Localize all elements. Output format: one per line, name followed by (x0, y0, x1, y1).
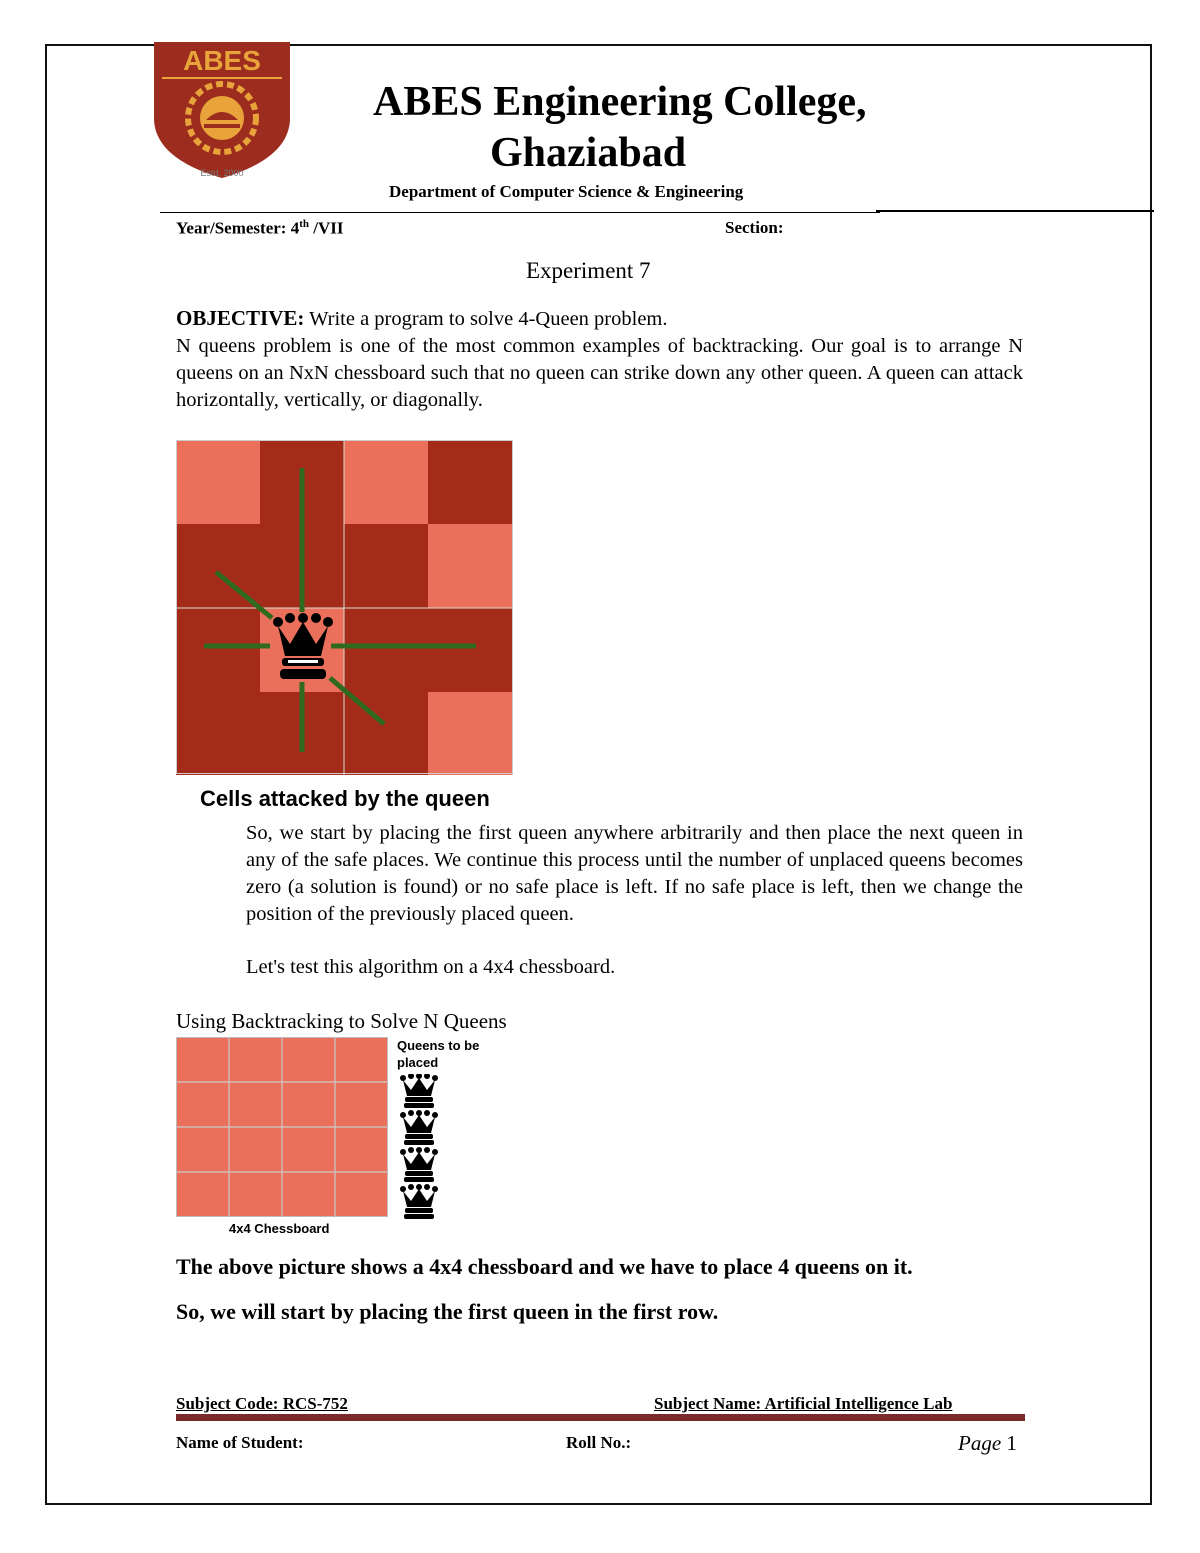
header-rule-left (160, 212, 880, 213)
safe-cell (176, 440, 261, 525)
algorithm-paragraph: So, we start by placing the first queen anywhere arbitrarily and then place the next queen in any of the safe places. We continue this process until the number of unplaced queens becomes zero (a solution is found) or no safe place is left. If no safe place is left, then we change the position of the previously placed queen. (246, 822, 1023, 925)
section-label: Section: (725, 218, 784, 237)
subject-code: Subject Code: RCS-752 (176, 1394, 348, 1413)
attacked-cell (344, 608, 429, 693)
logo-estd: Estd. 2000 (200, 168, 244, 178)
test-sentence: Let's test this algorithm on a 4x4 chessboard. (246, 956, 616, 978)
empty-chessboard (176, 1037, 388, 1217)
queen-icon (400, 1110, 438, 1145)
safe-cell (344, 440, 429, 525)
page-number-value: 1 (1006, 1431, 1017, 1455)
college-name-line2: Ghaziabad (490, 130, 687, 176)
year-semester (176, 218, 343, 239)
figure1-caption: Cells attacked by the queen (200, 786, 490, 811)
queen-icon (400, 1074, 438, 1108)
queen-icon (400, 1184, 438, 1219)
roll-no-label: Roll No.: (566, 1433, 632, 1452)
intro-paragraph: N queens problem is one of the most common examples of backtracking. Our goal is to arrange N queens on an NxN chessboard such that no queen can strike down any other queen. A queen can attack horizontally, vertically, or diagonally. (176, 335, 1023, 411)
attacked-cell (344, 692, 429, 775)
student-name-label: Name of Student: (176, 1433, 304, 1452)
year-number: 4 (290, 218, 300, 238)
statement-1: The above picture shows a 4x4 chessboard and we have to place 4 queens on it. (176, 1254, 913, 1279)
year-label: Year/Semester: (176, 218, 287, 238)
chessboard-label: 4x4 Chessboard (229, 1221, 330, 1236)
attack-board-cells (176, 440, 513, 775)
objective-label: OBJECTIVE: (176, 306, 305, 330)
header-rule-right (876, 210, 1154, 212)
subject-name: Subject Name: Artificial Intelligence Lab (654, 1394, 953, 1413)
college-logo (152, 40, 292, 180)
attacked-cell (176, 692, 261, 775)
objective-text: Write a program to solve 4-Queen problem. (304, 308, 668, 330)
queens-stack (399, 1074, 439, 1222)
queen-attack-figure (176, 440, 514, 775)
logo-wordmark: ABES (183, 45, 261, 76)
safe-cell (428, 524, 513, 609)
attacked-cell (344, 524, 429, 609)
attacked-cell (428, 440, 513, 525)
objective (176, 305, 1023, 333)
page-label: Page (958, 1431, 1002, 1455)
queens-to-place-label: Queens to be placed (397, 1038, 480, 1070)
attacked-cell (428, 608, 513, 693)
department-name: Department of Computer Science & Engineering (389, 182, 744, 201)
attacked-cell (176, 608, 261, 693)
footer-rule (176, 1414, 1025, 1421)
queen-icon (400, 1147, 438, 1182)
year-suffix: th (299, 218, 309, 230)
experiment-title: Experiment 7 (526, 258, 651, 283)
safe-cell (428, 692, 513, 775)
section-heading: Using Backtracking to Solve N Queens (176, 1009, 507, 1033)
college-name-line1: ABES Engineering College, (373, 79, 867, 125)
page-number (958, 1431, 1017, 1456)
statement-2: So, we will start by placing the first queen in the first row. (176, 1299, 719, 1324)
semester-value: /VII (308, 218, 344, 238)
